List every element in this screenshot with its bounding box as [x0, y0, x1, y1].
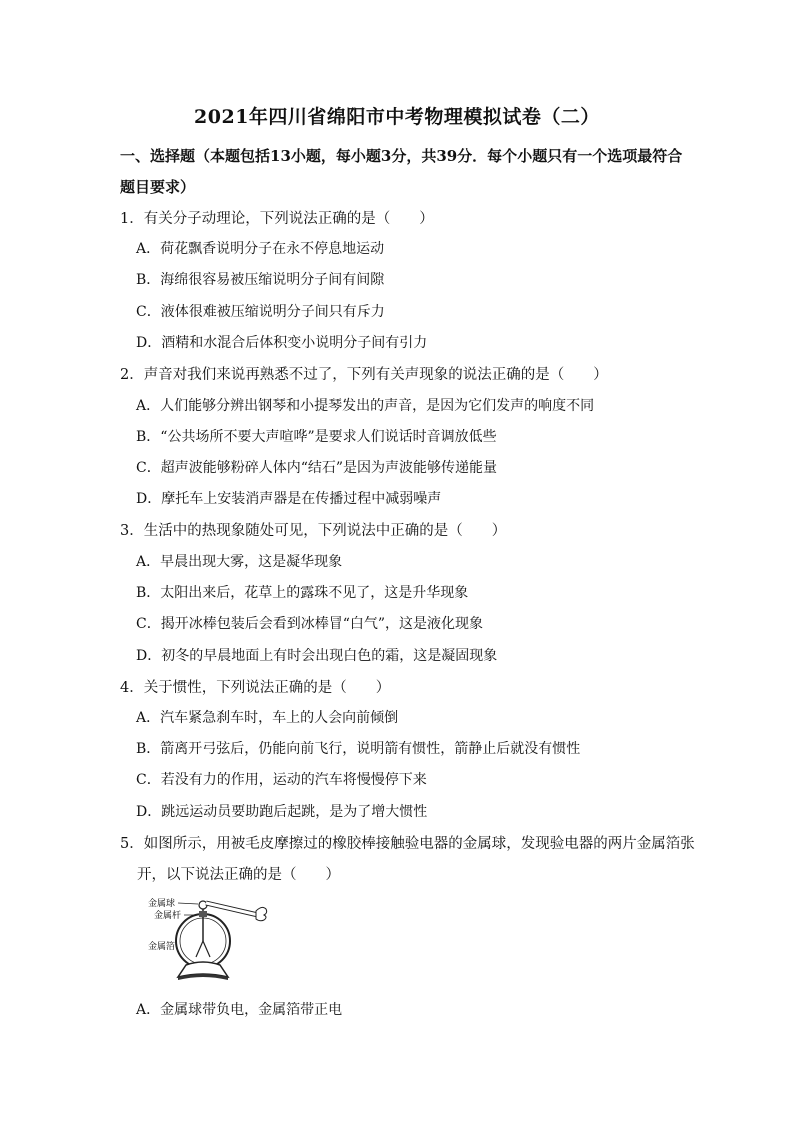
- label-metal-ball: 金属球: [148, 899, 176, 909]
- option-d: D．跳远运动员要助跑后起跳，是为了增大惯性: [136, 804, 428, 820]
- question-stem: 1．有关分子动理论，下列说法正确的是（ ）: [120, 211, 434, 227]
- option-a: A．人们能够分辨出钢琴和小提琴发出的声音，是因为它们发声的响度不同: [136, 398, 595, 414]
- question-stem: 3．生活中的热现象随处可见，下列说法中正确的是（ ）: [120, 523, 507, 539]
- option-c: C．揭开冰棒包装后会看到冰棒冒“白气”，这是液化现象: [136, 616, 484, 632]
- option-a: A．汽车紧急刹车时，车上的人会向前倾倒: [136, 710, 399, 726]
- electroscope-figure: [148, 893, 268, 983]
- label-metal-foil: 金属箔: [148, 942, 176, 952]
- question-stem: 4．关于惯性，下列说法正确的是（ ）: [120, 680, 391, 696]
- option-b: B．海绵很容易被压缩说明分子间有间隙: [136, 272, 385, 288]
- question-stem-continued: 开，以下说法正确的是（ ）: [137, 867, 340, 883]
- option-d: D．初冬的早晨地面上有时会出现白色的霜，这是凝固现象: [136, 648, 498, 664]
- page-title: 2021年四川省绵阳市中考物理模拟试卷（二）: [194, 106, 600, 128]
- option-b: B．箭离开弓弦后，仍能向前飞行，说明箭有惯性，箭静止后就没有惯性: [136, 741, 581, 757]
- label-metal-rod: 金属杆: [154, 911, 182, 921]
- option-d: D．酒精和水混合后体积变小说明分子间有引力: [136, 335, 428, 351]
- section-heading: 一、选择题（本题包括13小题，每小题3分，共39分．每个小题只有一个选项最符合题目要求）: [120, 147, 683, 196]
- option-c: C．若没有力的作用，运动的汽车将慢慢停下来: [136, 772, 427, 788]
- option-b: B．“公共场所不要大声喧哗”是要求人们说话时音调放低些: [136, 429, 497, 445]
- question-stem: 5．如图所示，用被毛皮摩擦过的橡胶棒接触验电器的金属球，发现验电器的两片金属箔张: [120, 836, 695, 852]
- option-c: C．液体很难被压缩说明分子间只有斥力: [136, 304, 385, 320]
- option-a: A．金属球带负电，金属箔带正电: [136, 1002, 343, 1018]
- option-b: B．太阳出来后，花草上的露珠不见了，这是升华现象: [136, 585, 469, 601]
- option-c: C．超声波能够粉碎人体内“结石”是因为声波能够传递能量: [136, 460, 498, 476]
- option-a: A．早晨出现大雾，这是凝华现象: [136, 554, 343, 570]
- option-a: A．荷花飘香说明分子在永不停息地运动: [136, 241, 385, 257]
- question-stem: 2．声音对我们来说再熟悉不过了，下列有关声现象的说法正确的是（ ）: [120, 367, 608, 383]
- option-d: D．摩托车上安装消声器是在传播过程中减弱噪声: [136, 491, 442, 507]
